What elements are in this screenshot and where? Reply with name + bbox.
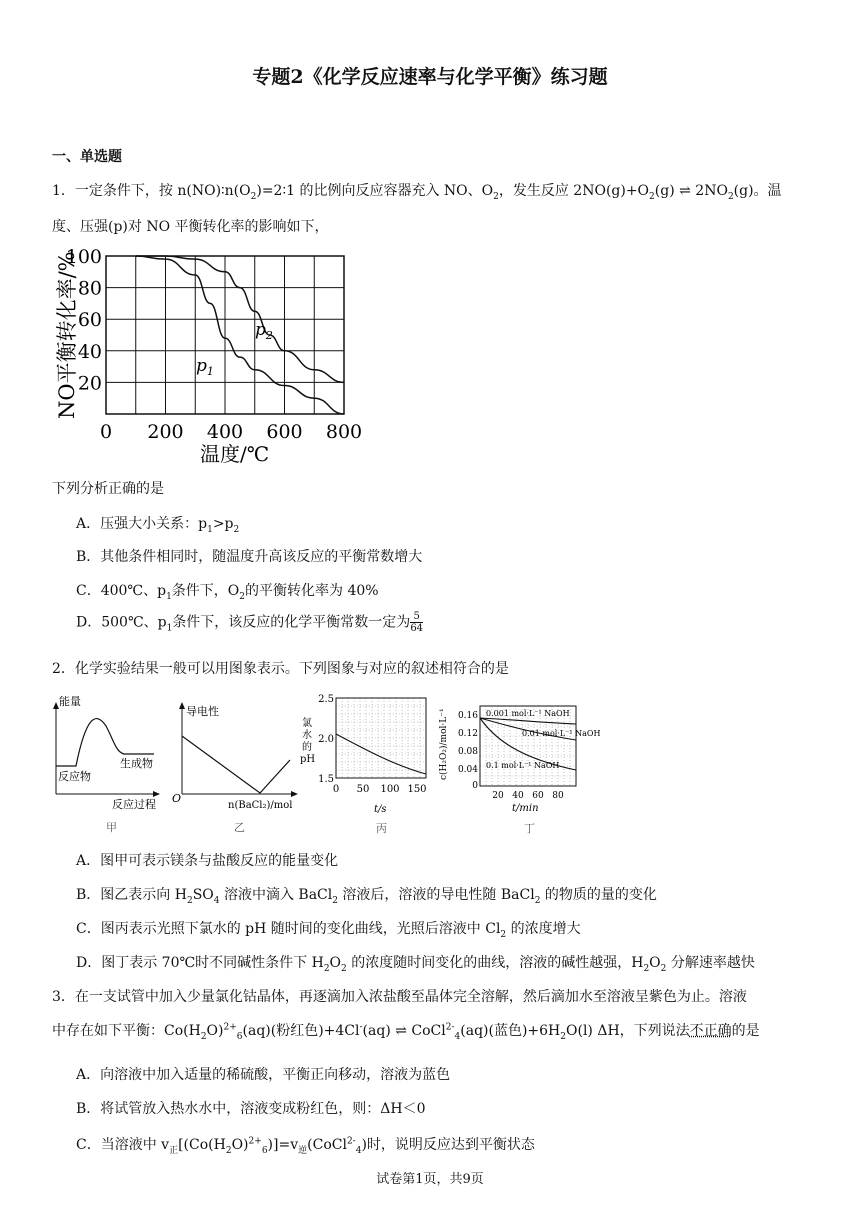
sub: 2 — [239, 591, 246, 602]
y-label: 氯 — [302, 718, 312, 729]
q1-option-c — [76, 580, 379, 602]
p2-label: $p_2$ — [255, 320, 273, 342]
sub: 2 — [323, 963, 330, 974]
caption: 甲 — [106, 821, 117, 834]
x-tick-labels — [492, 791, 564, 801]
x-tick-label: 20 — [492, 791, 504, 801]
x-tick-label: 40 — [512, 791, 524, 801]
x-label: t/min — [512, 803, 539, 814]
q1-text: (g) ⇌ 2NO — [654, 183, 728, 199]
legend-0.01: 0.01 mol·L⁻¹ NaOH — [522, 729, 601, 738]
y-tick-label: 0.08 — [457, 747, 478, 757]
caption: 丙 — [376, 822, 387, 835]
y-label: c(H₂O₂)/mol·L⁻¹ — [439, 708, 449, 780]
opt-text: SO — [192, 887, 214, 903]
y-tick-labels — [318, 694, 334, 785]
opt-text: 条件下，O — [171, 583, 240, 599]
legend-0.001: 0.001 mol·L⁻¹ NaOH — [486, 709, 570, 718]
opt-text: 条件下，该反应的化学平衡常数一定为 — [172, 614, 411, 631]
q3-text: 的是 — [731, 1023, 760, 1039]
q2-chart-ding — [438, 696, 618, 836]
opt-text: 溶液后，溶液的导电性随 BaCl — [337, 887, 535, 903]
y-tick-label: 60 — [77, 309, 102, 332]
x-axis-label: 温度/℃ — [200, 442, 270, 466]
caption: 丁 — [524, 822, 535, 835]
sub: 4 — [355, 1145, 362, 1156]
q2-stem: 2．化学实验结果一般可以用图象表示。下列图象与对应的叙述相符合的是 — [52, 661, 509, 677]
q1-stem-line2: 度、压强(p)对 NO 平衡转化率的影响如下， — [52, 219, 329, 235]
q1-text: (g)。温 — [733, 183, 782, 199]
x-tick-label: 400 — [206, 421, 244, 443]
sub: 2 — [649, 191, 655, 202]
x-label: n(BaCl₂)/mol — [228, 800, 293, 811]
series-p1 — [136, 256, 344, 414]
x-label: 反应过程 — [112, 798, 156, 811]
conductivity-line — [182, 736, 290, 793]
opt-text: O — [649, 955, 661, 971]
q2-chart-bing — [296, 690, 432, 836]
y-label: 水 — [302, 730, 312, 741]
sub: 1 — [166, 623, 173, 634]
y-tick-label: 0.16 — [457, 711, 478, 721]
denominator: 64 — [410, 623, 424, 634]
q3-option-b: B．将试管放入热水水中，溶液变成粉红色，则：ΔH＜0 — [76, 1101, 426, 1117]
q1-option-a — [76, 513, 239, 535]
x-tick-label: 80 — [552, 791, 564, 801]
sub: 2 — [200, 1031, 207, 1042]
q1-text: 1．一定条件下，按 n(NO)∶n(O — [52, 183, 251, 199]
opt-text: 的浓度增大 — [506, 921, 581, 937]
sup: 2+ — [248, 1136, 262, 1147]
y-label: 导电性 — [186, 705, 219, 718]
sup: 2+ — [223, 1022, 237, 1033]
reactant-label: 反应物 — [58, 770, 91, 783]
q3-text: O(l) ΔH，下列说法 — [566, 1023, 690, 1039]
x-tick-label: 150 — [407, 784, 427, 795]
q3-stem-line1: 3．在一支试管中加入少量氯化钴晶体，再逐滴加入浓盐酸至晶体完全溶解，然后滴加水至溶液呈紫色为止。溶液 — [52, 989, 747, 1005]
sub: 6 — [261, 1145, 268, 1156]
chart-series — [136, 256, 344, 414]
sub: 逆 — [298, 1145, 308, 1156]
sub: 正 — [169, 1145, 179, 1156]
sub: 2 — [186, 895, 193, 906]
opt-text: >p — [212, 516, 234, 532]
opt-text: O) — [231, 1137, 249, 1153]
caption: 乙 — [234, 821, 245, 834]
y-tick-label: 80 — [77, 277, 102, 300]
x-label: t/s — [374, 804, 387, 815]
q1-option-d — [76, 611, 423, 634]
q1-text: ，发生反应 2NO(g)+O — [498, 183, 650, 199]
x-tick-labels — [333, 784, 427, 795]
sup: - — [359, 1022, 363, 1033]
x-tick-label: 600 — [266, 421, 303, 443]
y-label: 能量 — [59, 696, 81, 708]
y-label: 的 — [302, 742, 312, 753]
sub: 2 — [560, 1031, 567, 1042]
opt-text: 的物质的量的变化 — [540, 887, 657, 903]
origin-label: O — [172, 792, 182, 805]
opt-text: B．图乙表示向 H — [76, 887, 187, 903]
product-label: 生成物 — [120, 757, 153, 770]
q1-ask: 下列分析正确的是 — [52, 481, 164, 497]
q1-conversion-chart — [52, 244, 362, 472]
sub: 4 — [213, 895, 220, 906]
sub: 2 — [500, 929, 507, 940]
sub: 2 — [225, 1145, 232, 1156]
opt-text: C．400℃、p — [76, 583, 167, 599]
y-axis-label: NO平衡转化率/% — [55, 251, 79, 419]
opt-text: )时，说明反应达到平衡状态 — [361, 1137, 535, 1153]
emphasis-text: 不正确 — [689, 1023, 732, 1039]
y-tick-label: 40 — [77, 340, 102, 363]
y-tick-label: 100 — [65, 246, 102, 268]
q3-option-a: A．向溶液中加入适量的稀硫酸，平衡正向移动，溶液为蓝色 — [76, 1067, 451, 1083]
sub: 1 — [166, 591, 172, 602]
q1-option-b: B．其他条件相同时，随温度升高该反应的平衡常数增大 — [76, 549, 423, 565]
sub: 1 — [207, 524, 213, 535]
q3-stem-line2 — [52, 1020, 760, 1042]
sub: 6 — [236, 1031, 243, 1042]
y-tick-label: 0 — [472, 781, 478, 791]
q3-option-c — [76, 1134, 535, 1156]
y-tick-label: 0.12 — [457, 729, 478, 739]
x-tick-label: 0 — [99, 421, 113, 443]
sub: 2 — [341, 963, 347, 974]
opt-text: C．当溶液中 v — [76, 1137, 170, 1153]
arrow-icon — [153, 791, 160, 797]
y-tick-label: 20 — [77, 372, 102, 395]
page-title: 专题2《化学反应速率与化学平衡》练习题 — [252, 66, 608, 88]
arrow-icon — [179, 702, 185, 709]
q2-option-d — [76, 952, 755, 974]
q3-text: (aq)(蓝色)+6H — [460, 1023, 561, 1039]
x-tick-labels — [100, 421, 362, 443]
y-tick-label: 0.04 — [457, 765, 478, 775]
q3-text: (aq)(粉红色)+4Cl — [242, 1023, 360, 1039]
sub: 2 — [727, 191, 734, 202]
q2-chart-jia — [44, 696, 164, 836]
chart-grid — [480, 706, 576, 786]
y-tick-label: 2.5 — [318, 694, 334, 705]
opt-text: O — [329, 955, 342, 971]
page-footer: 试卷第1页，共9页 — [376, 1172, 484, 1187]
q1-text: )=2∶1 的比例向反应容器充入 NO、O — [256, 183, 494, 199]
sub: 2 — [493, 191, 499, 202]
x-tick-label: 0 — [332, 784, 340, 795]
opt-text: D．500℃、p — [76, 614, 167, 631]
x-tick-label: 50 — [356, 784, 370, 795]
section-heading: 一、单选题 — [52, 149, 122, 165]
y-tick-labels — [458, 711, 478, 791]
sub: 2 — [660, 963, 667, 974]
opt-text: (CoCl — [307, 1137, 347, 1153]
sub: 2 — [233, 524, 240, 535]
q2-option-a: A．图甲可表示镁条与盐酸反应的能量变化 — [76, 853, 339, 869]
x-tick-label: 200 — [147, 421, 184, 443]
q2-option-b — [76, 884, 657, 906]
opt-text: )]=v — [267, 1137, 299, 1153]
fraction — [410, 611, 423, 634]
opt-text: [(Co(H — [178, 1137, 226, 1153]
q3-text: 中存在如下平衡：Co(H — [52, 1023, 201, 1039]
q1-stem-line1 — [52, 180, 782, 202]
opt-text: A．压强大小关系：p — [76, 516, 208, 532]
numerator: 5 — [413, 611, 420, 622]
x-tick-label: 800 — [325, 421, 362, 443]
x-tick-label: 100 — [380, 784, 400, 795]
sub: 4 — [454, 1031, 461, 1042]
p1-label: $p_1$ — [196, 356, 214, 378]
y-tick-label: 1.5 — [318, 774, 334, 785]
opt-text: C．图丙表示光照下氯水的 pH 随时间的变化曲线，光照后溶液中 Cl — [76, 921, 501, 937]
chart-grid — [106, 256, 344, 414]
q2-option-c — [76, 918, 581, 940]
opt-text: D．图丁表示 70℃时不同碱性条件下 H — [76, 955, 324, 971]
sub: 2 — [332, 895, 338, 906]
opt-text: 分解速率越快 — [666, 955, 755, 971]
sup: 2- — [346, 1136, 356, 1147]
q3-text: (aq) ⇌ CoCl — [362, 1023, 446, 1039]
q2-chart-yi — [170, 696, 300, 836]
q3-text: O) — [206, 1023, 224, 1039]
chart-grid — [336, 698, 426, 778]
x-tick-label: 60 — [532, 791, 544, 801]
sub: 2 — [534, 895, 541, 906]
opt-text: 的平衡转化率为 40% — [245, 583, 379, 599]
sub: 2 — [643, 963, 650, 974]
sup: 2- — [445, 1022, 455, 1033]
y-label: pH — [300, 754, 316, 765]
sub: 2 — [250, 191, 257, 202]
opt-text: 溶液中滴入 BaCl — [219, 887, 333, 903]
y-tick-label: 2.0 — [318, 734, 334, 745]
opt-text: 的浓度随时间变化的曲线，溶液的碱性越强，H — [346, 955, 644, 971]
legend-0.1: 0.1 mol·L⁻¹ NaOH — [486, 761, 560, 770]
